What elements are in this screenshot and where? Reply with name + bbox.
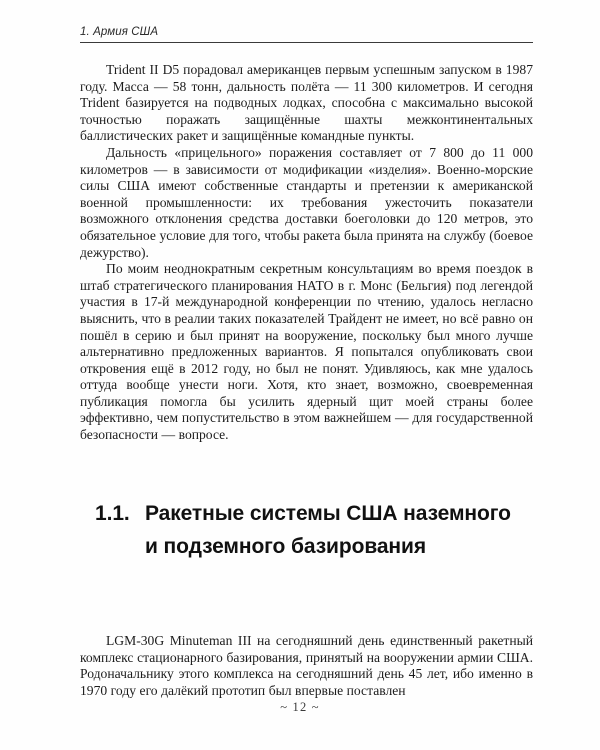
section-heading <box>95 497 515 563</box>
body-text-before-heading <box>80 62 533 444</box>
section-number: 1.1. <box>95 502 130 525</box>
paragraph: По моим неоднократным секретным консультациям во время поездок в штаб стратегического планирования НАТО в г. Монс (Бельгия) под легендой участия в 17-й международной конференции по чтению, удалось негласно выяснить, что в реалии таких показателей Трайдент не имеет, но всё равно он пошёл в серию и был принят на вооружение, поскольку был много лучше альтернативно предложенных вариантов. Я попытался опубликовать свои откровения ещё в 2012 году, но был не понят. Удивляюсь, как мне удалось оттуда вообще унести ноги. Хотя, кто знает, возможно, своевременная публикация помогла бы усилить ядерный щит моей страны более эффективно, чем попустительство в этом важнейшем — для государственной безопасности — вопросе. <box>80 261 533 443</box>
running-head-label: 1. Армия США <box>80 26 159 38</box>
paragraph: Trident II D5 порадовал американцев первым успешным запуском в 1987 году. Масса — 58 тонн, дальность полёта — 11 300 километров. И сегодня Trident базируется на подводных лодках, способна с максимально высокой точностью поражать защищённые шахты межконтинентальных баллистических ракет и защищённые командные пункты. <box>80 62 533 144</box>
body-text-after-heading <box>80 633 533 699</box>
paragraph: Дальность «прицельного» поражения составляет от 7 800 до 11 000 километров — в зависимости от модификации «изделия». Военно-морские силы США имеют собственные стандарты и претензии к американской военной промышленности: их требования ужесточить показатели возможного отклонения средства доставки боеголовки до 120 метров, это обязательное условие для того, чтобы ракета была принята на службу (боевое дежурство). <box>80 144 533 260</box>
section-title: Ракетные системы США наземного и подземного базирования <box>145 502 511 558</box>
running-head <box>80 25 533 43</box>
paragraph: LGM-30G Minuteman III на сегодняшний день единственный ракетный комплекс стационарного базирования, принятый на вооружении армии США. Родоначальнику этого комплекса на сегодняшний день 45 лет, ибо именно в 1970 году его далёкий прототип был впервые поставлен <box>80 633 533 698</box>
running-head-divider <box>80 42 533 43</box>
page-number: ~ 12 ~ <box>280 700 320 714</box>
